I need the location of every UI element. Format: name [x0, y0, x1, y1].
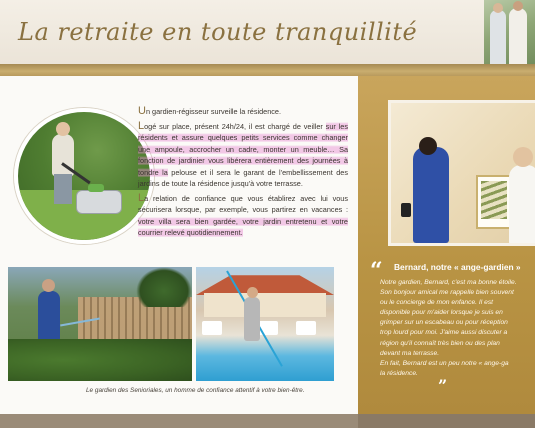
testimonial-line: Son bonjour amical me rappelle bien souvent: [380, 289, 514, 297]
paragraph-text: pelouse et il sera le garant de l'embellissement des jardins de toute la résidence jusqu'à votre terrasse.: [138, 167, 348, 188]
photo-caption: Le gardien des Senioriales, un homme de confiance attentif à votre bien-être.: [86, 387, 305, 394]
photo-figure-head: [513, 1, 523, 11]
photo-caretaker: [244, 297, 260, 341]
testimonial-text: [380, 278, 535, 379]
pool-cleaning-photo: [196, 267, 334, 381]
paragraph-text: ogé sur place, présent 24h/24, il est chargé de veiller: [144, 121, 326, 131]
photo-gardener-legs: [54, 174, 72, 204]
testimonial-line: ou le concierge de mon enfance. Il est: [380, 299, 494, 307]
photo-gardener-head: [56, 122, 70, 136]
photo-house: [204, 293, 326, 317]
page-title: La retraite en toute tranquillité: [18, 18, 418, 46]
highlighted-text: votre villa sera bien gardée, votre jardin entretenu et votre courrier relevé quotidiennement.: [138, 216, 348, 237]
photo-caretaker-head: [419, 137, 437, 155]
bottom-strip-left: [0, 414, 358, 428]
testimonial-line: Notre gardien, Bernard, c'est ma bonne étoile.: [380, 279, 517, 286]
article-body: [138, 106, 348, 242]
paragraph-text: n gardien-régisseur surveille la résidence.: [145, 107, 282, 116]
gardener-mowing-photo: [14, 108, 154, 244]
header: [0, 0, 535, 64]
paragraph-text: a relation de confiance que vous établirez avec lui vous sécurisera lorsque, par exemple, vous partirez en vacances :: [138, 193, 348, 214]
highlighted-text: sur les résidents et assure quelques petits services comme changer une ampoule, accrocher un cadre, monter un meuble… Sa fonction de jardinier vous libérera entièrement des journées à tondre la: [138, 121, 348, 177]
photo-palm: [136, 267, 192, 307]
hanging-frame-photo: [388, 100, 535, 246]
photo-botanical-print: [481, 181, 507, 219]
photo-figure: [509, 8, 527, 66]
photo-resident-head: [513, 147, 533, 167]
photo-lamp: [401, 203, 411, 217]
testimonial-line: région qu'il connaît très bien ou des plan: [380, 339, 500, 347]
photo-figure: [490, 10, 506, 66]
testimonial-line: En fait, Bernard est un peu notre « ange-ga: [380, 359, 509, 367]
gardener-watering-photo: [8, 267, 192, 381]
photo-mower-bag: [88, 184, 104, 192]
dropcap: L: [138, 119, 145, 132]
close-quote-mark: ”: [438, 376, 448, 395]
photo-shrubs: [8, 339, 192, 381]
open-quote-mark: “: [370, 258, 383, 284]
photo-caretaker-head: [247, 287, 258, 298]
testimonial-line: la résidence.: [380, 369, 418, 377]
testimonial-title: Bernard, notre « ange-gardien »: [394, 262, 521, 272]
photo-sunlounger: [202, 321, 222, 335]
photo-sunlounger: [296, 321, 316, 335]
photo-lawnmower: [76, 190, 122, 214]
gold-band: [0, 64, 535, 76]
testimonial-line: trop lourd pour moi. J'aime aussi discuter a: [380, 329, 508, 337]
photo-gardener-head: [42, 279, 55, 292]
article-paragraph: [138, 106, 348, 118]
dropcap: L: [138, 191, 145, 204]
testimonial-line: disponible pour m'aider lorsque je suis en: [380, 309, 503, 317]
article-paragraph: [138, 121, 348, 190]
header-couple-photo: [484, 0, 535, 70]
photo-roof: [196, 273, 334, 295]
article-paragraph: [138, 193, 348, 239]
testimonial-line: devant ma terrasse.: [380, 349, 440, 357]
photo-figure-head: [493, 3, 503, 13]
dropcap: U: [138, 105, 146, 117]
photo-resident: [509, 165, 535, 245]
photo-caretaker: [413, 147, 449, 243]
testimonial-line: grimper sur un escabeau ou pour réception: [380, 319, 508, 327]
